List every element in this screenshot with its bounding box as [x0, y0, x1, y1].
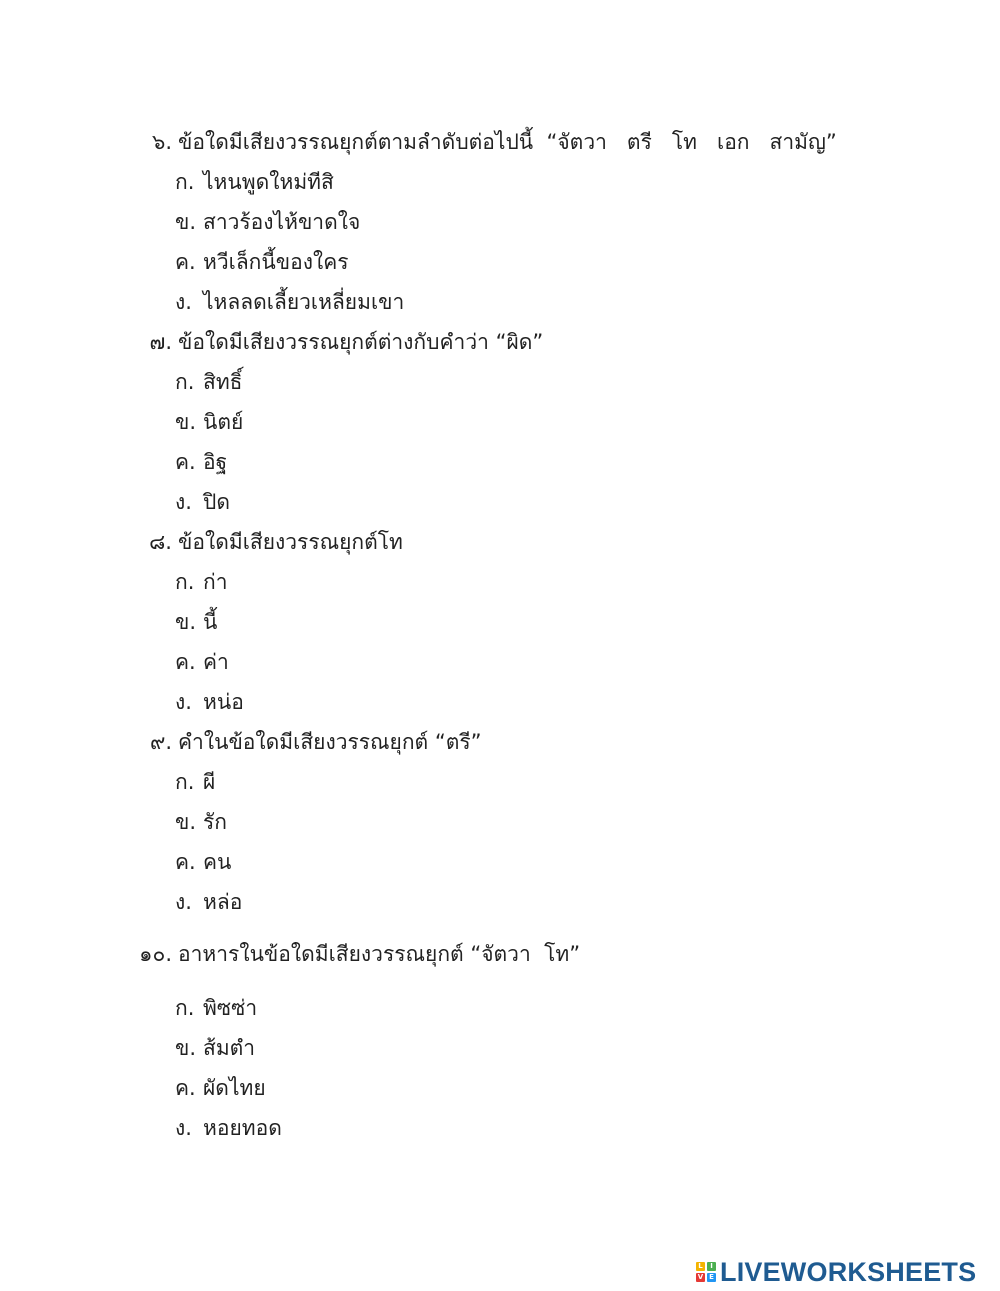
- question-7-option-c: [175, 448, 227, 476]
- question-6: [130, 128, 837, 156]
- question-6-option-b: [175, 208, 360, 236]
- option-letter: ข.: [175, 210, 197, 234]
- logo-blocks-icon: [696, 1262, 716, 1282]
- question-9-option-d: [175, 888, 242, 916]
- option-letter: ข.: [175, 810, 197, 834]
- question-number: ๘.: [149, 530, 172, 554]
- question-10-option-b: [175, 1034, 255, 1062]
- option-letter: ง.: [175, 690, 192, 714]
- question-text: คำในข้อใดมีเสียงวรรณยุกต์ “ตรี”: [178, 730, 482, 754]
- question-8-option-a: [175, 568, 228, 596]
- question-text: ข้อใดมีเสียงวรรณยุกต์โท: [178, 530, 403, 554]
- option-letter: ค.: [175, 650, 196, 674]
- logo-block-i: I: [707, 1262, 716, 1271]
- question-9-option-c: [175, 848, 231, 876]
- option-letter: ก.: [175, 370, 195, 394]
- option-text: หวีเล็กนี้ของใคร: [203, 250, 349, 274]
- question-number: ๑๐.: [139, 942, 172, 966]
- option-text: หอยทอด: [203, 1116, 282, 1140]
- question-number: ๗.: [149, 330, 172, 354]
- option-letter: ก.: [175, 996, 195, 1020]
- option-text: สิทธิ์: [203, 370, 243, 394]
- question-9-option-a: [175, 768, 215, 796]
- option-text: พิซซ่า: [203, 996, 258, 1020]
- liveworksheets-logo: [696, 1257, 976, 1287]
- question-text: อาหารในข้อใดมีเสียงวรรณยุกต์ “จัตวา โท”: [178, 942, 581, 966]
- option-letter: ค.: [175, 850, 196, 874]
- logo-block-e: E: [707, 1273, 716, 1282]
- logo-text: LIVEWORKSHEETS: [720, 1256, 977, 1287]
- option-letter: ง.: [175, 290, 192, 314]
- question-8-option-c: [175, 648, 229, 676]
- question-10-option-a: [175, 994, 257, 1022]
- option-letter: ง.: [175, 1116, 192, 1140]
- question-6-option-d: [175, 288, 404, 316]
- option-letter: ก.: [175, 570, 195, 594]
- question-7: [130, 328, 543, 356]
- option-text: ผัดไทย: [203, 1076, 266, 1100]
- option-letter: ข.: [175, 610, 197, 634]
- option-text: ผี: [203, 770, 216, 794]
- option-text: ส้มตำ: [203, 1036, 256, 1060]
- option-letter: ค.: [175, 1076, 196, 1100]
- logo-block-v: V: [697, 1273, 704, 1281]
- question-text: ข้อใดมีเสียงวรรณยุกต์ต่างกับคำว่า “ผิด”: [178, 330, 544, 354]
- option-letter: ค.: [175, 450, 196, 474]
- option-letter: ก.: [175, 170, 195, 194]
- question-number: ๖.: [151, 130, 172, 154]
- option-text: หน่อ: [203, 690, 244, 714]
- question-10: [130, 940, 580, 968]
- question-8: [130, 528, 403, 556]
- question-7-option-a: [175, 368, 242, 396]
- option-text: ก่า: [203, 570, 228, 594]
- option-letter: ง.: [175, 490, 192, 514]
- option-letter: ง.: [175, 890, 192, 914]
- option-letter: ข.: [175, 410, 197, 434]
- question-10-option-d: [175, 1114, 282, 1142]
- option-text: หล่อ: [203, 890, 243, 914]
- question-number: ๙.: [149, 730, 172, 754]
- question-8-option-b: [175, 608, 217, 636]
- option-text: คน: [203, 850, 232, 874]
- option-text: รัก: [203, 810, 227, 834]
- option-text: ปิด: [203, 490, 230, 514]
- question-text: ข้อใดมีเสียงวรรณยุกต์ตามลำดับต่อไปนี้ “จัตวา ตรี โท เอก สามัญ”: [178, 130, 837, 154]
- option-letter: ค.: [175, 250, 196, 274]
- option-text: ค่า: [203, 650, 229, 674]
- question-6-option-c: [175, 248, 349, 276]
- logo-block-l: L: [696, 1262, 705, 1271]
- question-6-option-a: [175, 168, 334, 196]
- option-text: อิฐ: [203, 450, 228, 474]
- option-text: สาวร้องไห้ขาดใจ: [203, 210, 361, 234]
- question-8-option-d: [175, 688, 244, 716]
- question-10-option-c: [175, 1074, 266, 1102]
- option-text: ไหลลดเลี้ยวเหลี่ยมเขา: [203, 290, 405, 314]
- option-letter: ก.: [175, 770, 195, 794]
- question-9-option-b: [175, 808, 227, 836]
- question-9: [130, 728, 482, 756]
- option-letter: ข.: [175, 1036, 197, 1060]
- question-7-option-b: [175, 408, 243, 436]
- question-7-option-d: [175, 488, 230, 516]
- option-text: นี้: [203, 610, 218, 634]
- option-text: ไหนพูดใหม่ทีสิ: [203, 170, 334, 194]
- option-text: นิตย์: [203, 410, 244, 434]
